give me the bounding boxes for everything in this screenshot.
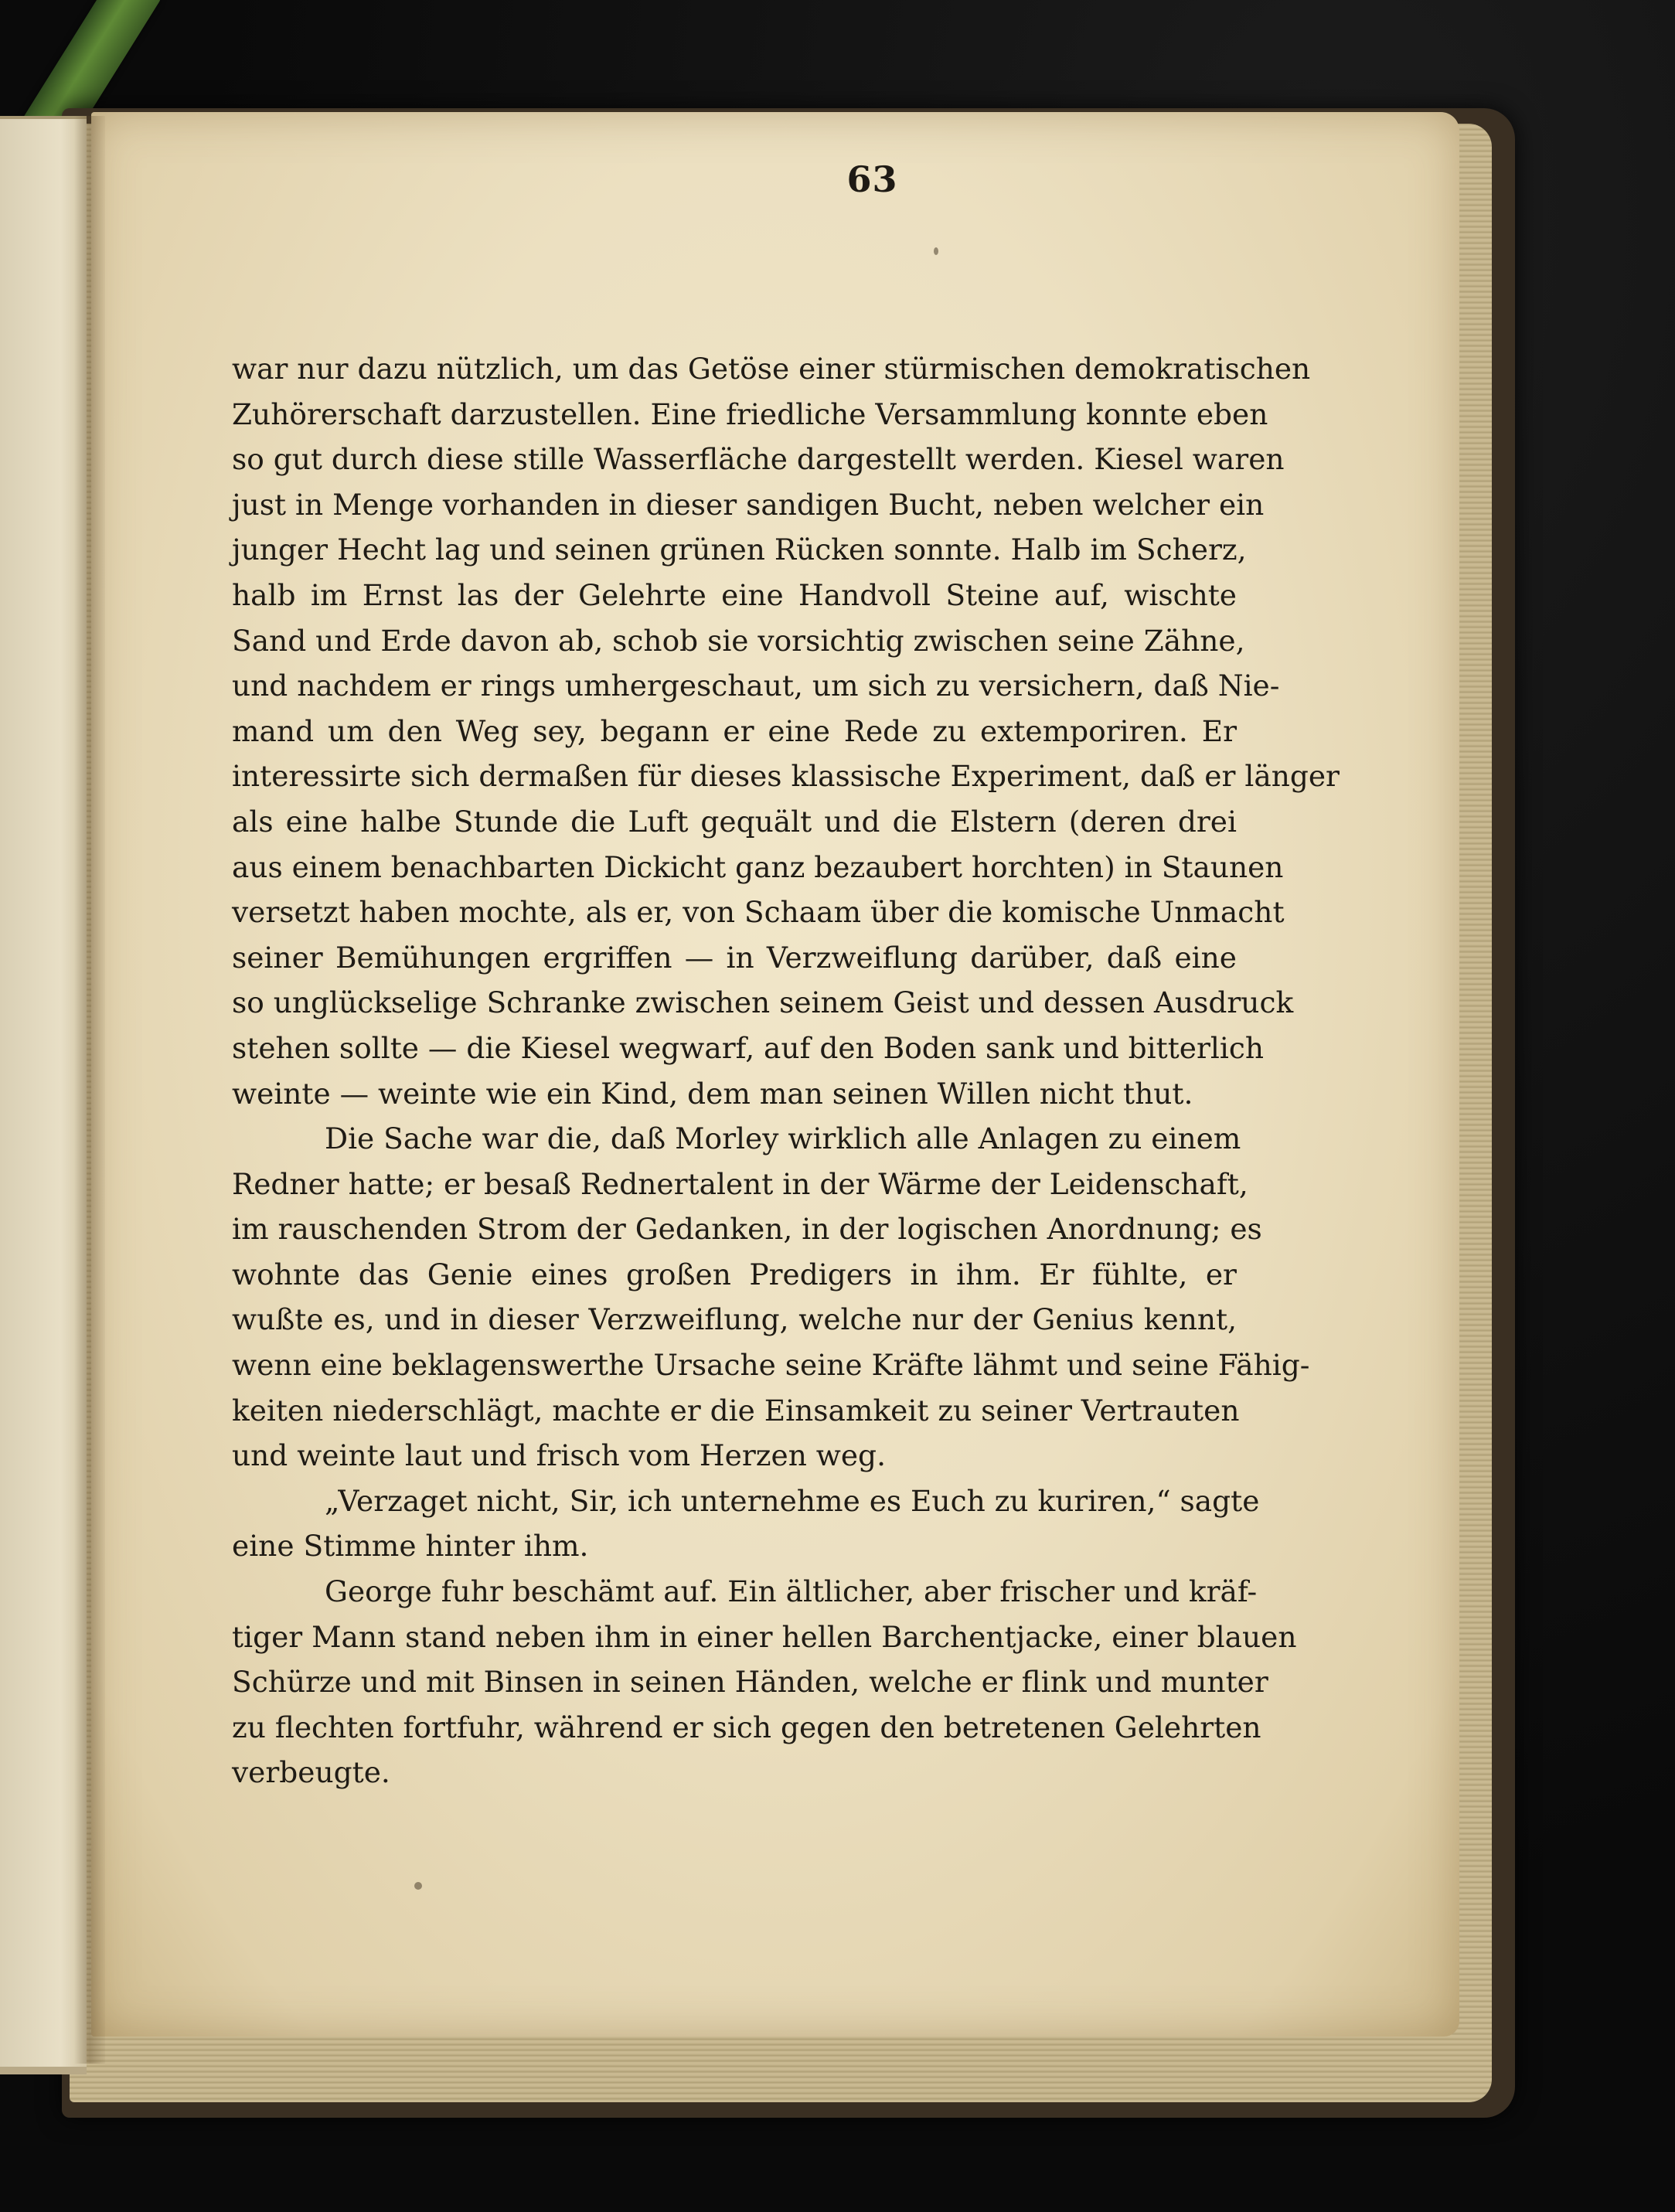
text-line: und nachdem er rings umhergeschaut, um sich zu versichern, daß Nie- <box>232 669 1280 703</box>
text-line: George fuhr beschämt auf. Ein ältlicher, aber frischer und kräf- <box>325 1574 1258 1609</box>
text-line: Die Sache war die, daß Morley wirklich alle Anlagen zu einem <box>325 1121 1241 1156</box>
text-line: eine Stimme hinter ihm. <box>232 1529 589 1564</box>
text-line: Redner hatte; er besaß Rednertalent in der Wärme der Leidenschaft, <box>232 1166 1248 1201</box>
text-line: zu flechten fortfuhr, während er sich gegen den betretenen Gelehrten <box>232 1710 1261 1744</box>
text-line: im rauschenden Strom der Gedanken, in der logischen Anordnung; es <box>232 1212 1262 1247</box>
text-line: just in Menge vorhanden in dieser sandigen Bucht, neben welcher ein <box>232 487 1265 522</box>
text-line: junger Hecht lag und seinen grünen Rücken sonnte. Halb im Scherz, <box>232 533 1247 567</box>
body-text <box>232 346 1340 1795</box>
text-line: seiner Bemühungen ergriffen — in Verzweiflung darüber, daß eine <box>232 940 1237 975</box>
text-line: Zuhörerschaft darzustellen. Eine friedliche Versammlung konnte eben <box>232 396 1268 431</box>
text-line: „Verzaget nicht, Sir, ich unternehme es Euch zu kuriren,“ sagte <box>325 1483 1260 1518</box>
text-line: interessirte sich dermaßen für dieses klassische Experiment, daß er länger <box>232 759 1340 794</box>
text-line: so unglückselige Schranke zwischen seinem Geist und dessen Ausdruck <box>232 985 1294 1020</box>
text-line: Schürze und mit Binsen in seinen Händen, welche er flink und munter <box>232 1665 1268 1700</box>
paper-speck <box>934 247 938 255</box>
text-line: mand um den Weg sey, begann er eine Rede zu extemporiren. Er <box>232 713 1237 748</box>
text-line: so gut durch diese stille Wasserfläche dargestellt werden. Kiesel waren <box>232 442 1285 477</box>
text-line: war nur dazu nützlich, um das Getöse einer stürmischen demokratischen <box>232 352 1311 386</box>
text-line: wußte es, und in dieser Verzweiflung, welche nur der Genius kennt, <box>232 1302 1237 1337</box>
text-line: halb im Ernst las der Gelehrte eine Handvoll Steine auf, wischte <box>232 577 1237 612</box>
paper-speck <box>414 1882 422 1890</box>
text-line: tiger Mann stand neben ihm in einer hellen Barchentjacke, einer blauen <box>232 1619 1297 1654</box>
page-number: 63 <box>846 158 898 200</box>
text-line: Sand und Erde davon ab, schob sie vorsichtig zwischen seine Zähne, <box>232 623 1245 658</box>
text-line: als eine halbe Stunde die Luft gequält und die Elstern (deren drei <box>232 804 1237 839</box>
text-line: aus einem benachbarten Dickicht ganz bezaubert horchten) in Staunen <box>232 849 1284 884</box>
text-line: weinte — weinte wie ein Kind, dem man seinen Willen nicht thut. <box>232 1076 1193 1111</box>
text-line: und weinte laut und frisch vom Herzen weg. <box>232 1438 886 1473</box>
text-line: versetzt haben mochte, als er, von Schaam über die komische Unmacht <box>232 895 1285 930</box>
text-line: stehen sollte — die Kiesel wegwarf, auf den Boden sank und bitterlich <box>232 1030 1265 1065</box>
text-line: verbeugte. <box>232 1755 390 1790</box>
page-gutter <box>74 116 105 2064</box>
text-line: keiten niederschlägt, machte er die Einsamkeit zu seiner Vertrauten <box>232 1393 1240 1428</box>
text-line: wenn eine beklagenswerthe Ursache seine Kräfte lähmt und seine Fähig- <box>232 1348 1310 1383</box>
text-line: wohnte das Genie eines großen Predigers in ihm. Er fühlte, er <box>232 1257 1237 1291</box>
